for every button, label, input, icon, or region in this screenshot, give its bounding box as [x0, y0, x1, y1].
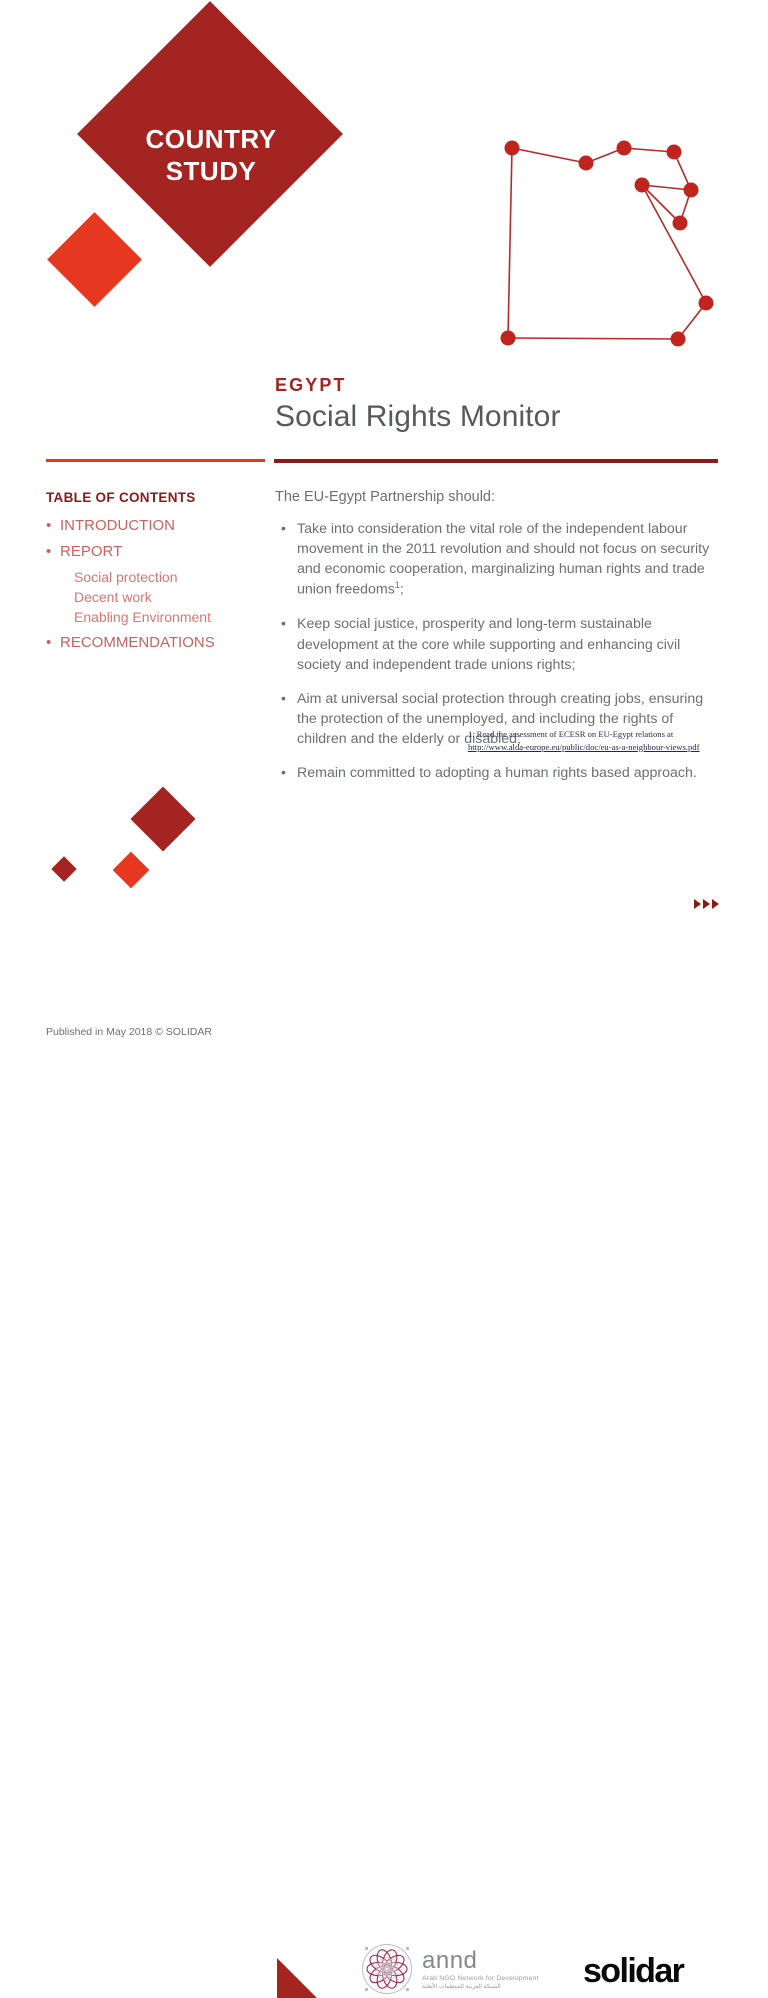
map-node — [671, 332, 686, 347]
body-bullet: • Take into consideration the vital role of the independent labour movement in the 2011 revolution and should not focus on security and economic cooperation, marginalizing human rights and trade union freedoms$^1$; — [275, 519, 721, 600]
toc-heading: TABLE OF CONTENTS — [46, 490, 196, 505]
cluster-large-diamond-icon — [130, 786, 195, 851]
cluster-medium-diamond-icon — [113, 852, 150, 889]
divider-rule-left — [46, 459, 265, 462]
badge-accent-diamond-icon — [47, 212, 142, 307]
divider-rule-right — [274, 459, 718, 463]
toc-item[interactable]: • REPORT — [46, 543, 261, 560]
annd-arabic-tagline: الشبكة العربية للمنظمات الأهلية — [422, 1983, 501, 1990]
footnote-link[interactable]: http://www.alda-europe.eu/public/doc/eu-as-a-neighbour-views.pdf — [468, 741, 700, 752]
toc-item[interactable]: • INTRODUCTION — [46, 517, 261, 534]
annd-tagline: Arab NGO Network for Development — [422, 1974, 539, 1982]
body-lead: The EU-Egypt Partnership should: — [275, 489, 496, 505]
map-node — [501, 331, 516, 346]
footer-triangle-icon — [277, 1958, 317, 1998]
table-of-contents — [46, 490, 261, 660]
footnote-text: 1. Read the assessment of ECESR on EU-Egypt relations at — [468, 729, 674, 739]
map-node — [635, 178, 650, 193]
title-block — [275, 375, 725, 434]
annd-rosette-icon — [360, 1942, 414, 1996]
body-bullet: • Remain committed to adopting a human rights based approach. — [275, 763, 721, 783]
badge-line-1: COUNTRY — [145, 124, 277, 154]
footnote — [468, 728, 720, 753]
map-node — [684, 183, 699, 198]
body-bullet: • Aim at universal social protection through creating jobs, ensuring the protection of the unemployed, and including the rights of children and the elderly or disabled; — [275, 689, 721, 749]
toc-list — [46, 517, 261, 651]
page-title: Social Rights Monitor — [275, 400, 561, 433]
map-node — [579, 156, 594, 171]
toc-subitem[interactable]: Social protection — [74, 569, 178, 585]
map-node — [673, 216, 688, 231]
decorative-diamond-cluster — [46, 792, 196, 892]
footnote-marker: 1 — [394, 580, 400, 591]
map-node — [699, 296, 714, 311]
map-node — [617, 141, 632, 156]
annd-name: annd — [422, 1946, 478, 1974]
map-node — [667, 145, 682, 160]
toc-subitem[interactable]: Enabling Environment — [74, 609, 211, 625]
badge-line-2: STUDY — [165, 155, 257, 186]
header-area — [0, 0, 768, 360]
badge-label — [100, 124, 322, 188]
footer — [0, 960, 768, 1990]
body-bullet: • Keep social justice, prosperity and long-term sustainable development at the core while supporting and enhancing civil society and independent trade unions rights; — [275, 614, 721, 674]
arrow-right-icon-2 — [703, 899, 710, 909]
toc-subitem[interactable]: Decent work — [74, 589, 152, 605]
arrow-right-icon-3 — [712, 899, 719, 909]
forward-arrows — [694, 899, 719, 909]
annd-logo — [360, 1942, 539, 1996]
egypt-map-icon — [488, 128, 732, 360]
map-node — [505, 141, 520, 156]
publication-note: Published in May 2018 © SOLIDAR — [46, 1026, 212, 1038]
solidar-logo: solidar — [583, 1952, 684, 1990]
country-kicker: EGYPT — [275, 375, 347, 395]
egypt-map-svg — [488, 128, 732, 360]
country-study-badge — [48, 28, 318, 318]
arrow-right-icon-1 — [694, 899, 701, 909]
cluster-small-diamond-icon — [51, 856, 76, 881]
annd-wordmark — [422, 1946, 539, 1990]
toc-item[interactable]: • RECOMMENDATIONS — [46, 634, 261, 651]
